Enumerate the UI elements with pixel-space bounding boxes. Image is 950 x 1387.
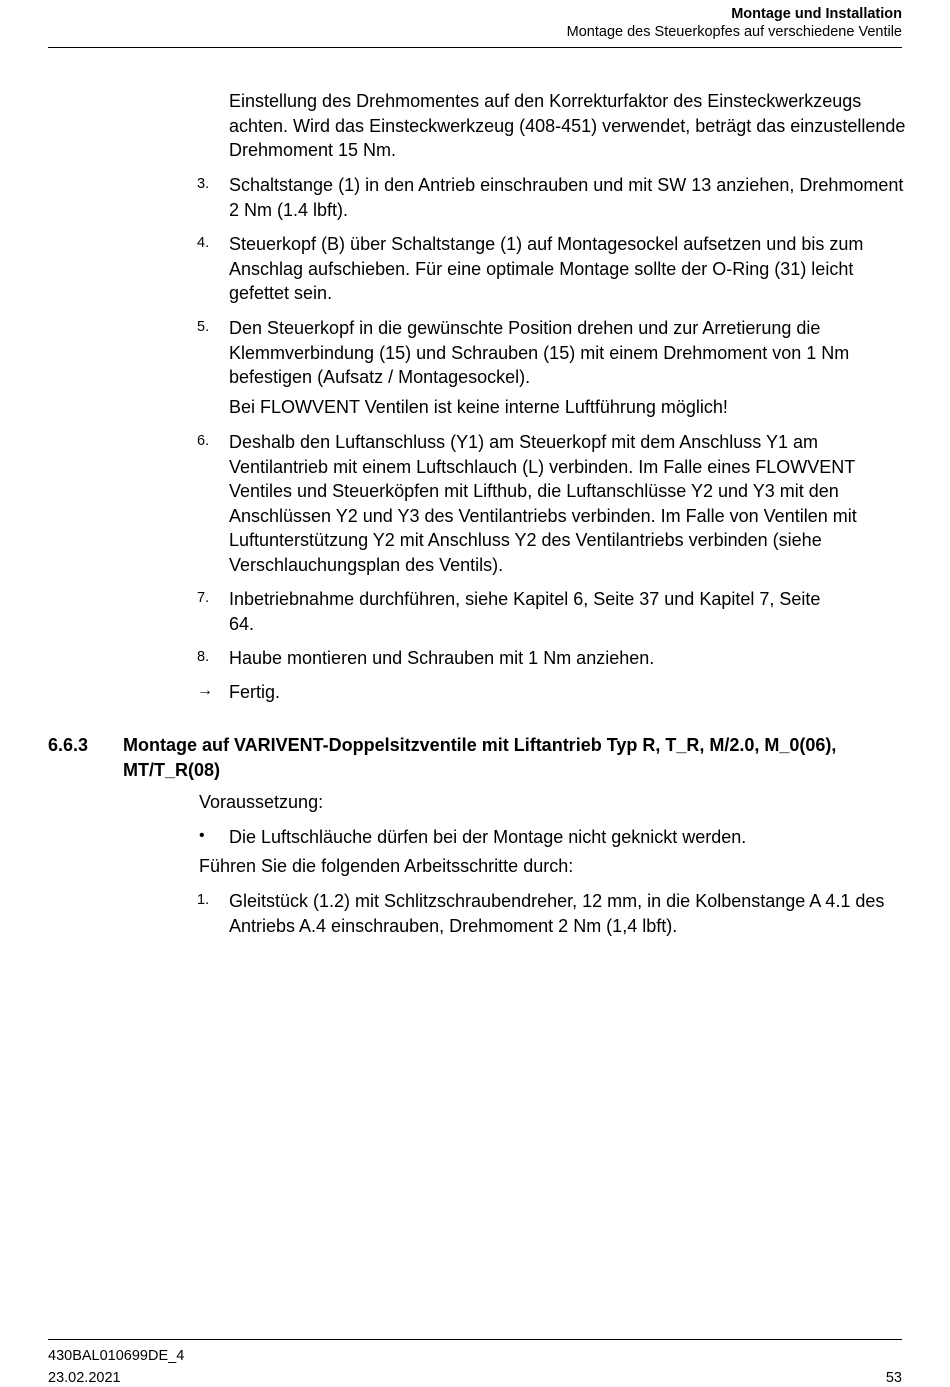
step-number: 7. — [197, 590, 210, 606]
section-title: Montage auf VARIVENT-Doppelsitzventile mit Liftantrieb Typ R, T_R, M/2.0, M_0(06), MT/T_R(08) — [123, 735, 837, 780]
footer-divider — [48, 1339, 902, 1340]
result-arrow-icon: → — [197, 682, 213, 699]
step-text: Schaltstange (1) in den Antrieb einschrauben und mit SW 13 anziehen, Drehmoment 2 Nm (1.4 lbft). — [229, 175, 904, 220]
prerequisite-label: Voraussetzung: — [199, 792, 324, 812]
footer-date: 23.02.2021 — [48, 1370, 121, 1386]
step-text: Steuerkopf (B) über Schaltstange (1) auf Montagesockel aufsetzen und bis zum Anschlag aufschieben. Für eine optimale Montage sollte der O-Ring (31) leicht gefettet sein. — [229, 234, 864, 303]
result-text: Fertig. — [229, 682, 281, 702]
step-number: 4. — [197, 235, 210, 251]
step-text: Haube montieren und Schrauben mit 1 Nm anziehen. — [229, 648, 655, 668]
step-text: Deshalb den Luftanschluss (Y1) am Steuerkopf mit dem Anschluss Y1 am Ventilantrieb mit einem Luftschlauch (L) verbinden. Im Falle eines FLOWVENT Ventiles und Steuerköpfen mit Lifthub, die Luftanschlüsse Y2 und Y3 mit den Anschlüssen Y2 und Y3 des Ventilantriebs verbinden. Im Falle von Ventilen mit Luftunterstützung Y2 mit Anschluss Y2 des Ventilantriebs verbinden (siehe Verschlauchungsplan des Ventils). — [229, 432, 857, 575]
step-number: 5. — [197, 319, 210, 335]
bullet-icon: • — [199, 827, 205, 844]
header-title: Montage und Installation — [731, 6, 902, 22]
step-text: Inbetriebnahme durchführen, siehe Kapitel 6, Seite 37 und Kapitel 7, Seite 64. — [229, 589, 821, 634]
step-number: 8. — [197, 649, 210, 665]
step-number: 3. — [197, 176, 210, 192]
step-number: 6. — [197, 433, 210, 449]
note-text: Bei FLOWVENT Ventilen ist keine interne Luftführung möglich! — [229, 397, 728, 417]
step-number: 1. — [197, 892, 210, 908]
step-text: Den Steuerkopf in die gewünschte Position drehen und zur Arretierung die Klemmverbindung (15) und Schrauben (15) mit einem Drehmoment von 1 Nm befestigen (Aufsatz / Montagesockel). — [229, 318, 850, 387]
header-divider — [48, 47, 902, 48]
header-subtitle: Montage des Steuerkopfes auf verschiedene Ventile — [566, 24, 902, 40]
bullet-text: Die Luftschläuche dürfen bei der Montage nicht geknickt werden. — [229, 827, 747, 847]
page-number: 53 — [885, 1370, 902, 1386]
footer-doc-id: 430BAL010699DE_4 — [48, 1348, 185, 1364]
step-text: Gleitstück (1.2) mit Schlitzschraubendreher, 12 mm, in die Kolbenstange A 4.1 des Antriebs A.4 einschrauben, Drehmoment 2 Nm (1,4 lbft). — [229, 891, 885, 936]
intro-paragraph: Einstellung des Drehmomentes auf den Korrekturfaktor des Einsteckwerkzeugs achten. Wird das Einsteckwerkzeug (408-451) verwendet, beträgt das einzustellende Drehmoment 15 Nm. — [229, 91, 906, 160]
section-number: 6.6.3 — [48, 735, 89, 755]
instruction-text: Führen Sie die folgenden Arbeitsschritte durch: — [199, 856, 574, 876]
